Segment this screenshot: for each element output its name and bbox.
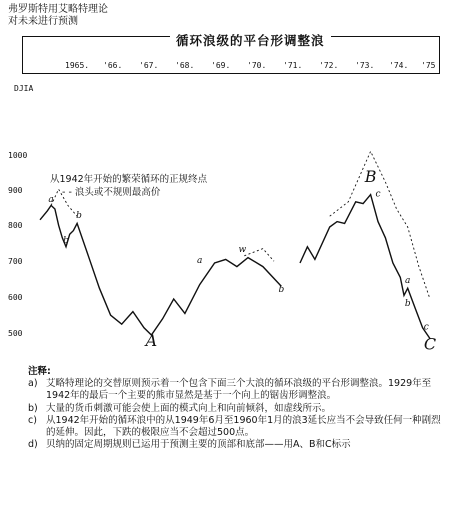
wave-label: b [76,211,82,221]
chart-title: 循环浪级的平台形调整浪 [170,31,331,49]
note-item [28,415,448,439]
year-label: '74. [389,61,409,70]
note-text: 艾略特理论的交替原则预示着一个包含下面三个大浪的循环浪级的平台形调整浪。1929年至1942年的最后一个主要的熊市显然是基于一个向上的锯齿形调整浪。 [46,378,432,402]
year-label: '66. [103,61,123,70]
y-tick-label: 900 [8,186,23,195]
header-line-2: 对未来进行预测 [8,16,78,27]
y-axis-label: DJIA [14,84,34,93]
wave-label: b [63,236,69,247]
year-label: '67. [139,61,159,70]
year-label: '69. [211,61,231,70]
annotation-line-1: 从1942年开始的繁荣循环的正规终点 [50,174,208,185]
year-label: '71. [283,61,303,70]
note-text: 从1942年开始的循环浪中的从1949年6月至1960年1月的浪3延长应当不会导致任何一种剧烈的延伸。因此，下跌的极限应当不会超过500点。 [46,414,441,439]
dow-line [300,195,430,339]
note-item [28,403,448,415]
note-label: a) [28,378,38,390]
note-text: 大量的货币刺激可能会使上面的模式向上和向前倾斜，如虚线所示。 [46,402,332,414]
notes-heading: 注释: [28,366,51,377]
wave-label: b [404,299,411,310]
wave-label: A [145,330,158,350]
wave-label: a [197,256,203,266]
year-label: 1965. [65,61,90,70]
year-label: '68. [175,61,195,70]
wave-label: w [238,245,247,256]
note-item [28,439,448,451]
wave-label: a [405,275,411,286]
dashed-projection-line [244,249,274,262]
note-item [28,378,448,402]
notes-block [28,366,448,451]
wave-label: a [48,194,54,205]
annotation-line-2: - - 浪头或不规则最高价 [62,187,161,198]
y-tick-label: 600 [8,293,23,302]
header-line-1: 弗罗斯特用艾略特理论 [8,4,108,15]
y-tick-label: 800 [8,221,23,230]
wave-label: C [423,334,437,354]
wave-label: c [423,322,429,333]
dow-line [40,205,281,335]
y-tick-label: 1000 [8,151,28,160]
wave-label: b [278,284,285,295]
note-label: d) [28,439,38,451]
note-text: 贝纳的固定周期规则已运用于预测主要的顶部和底部——用A、B和C标示 [46,439,351,451]
year-label: '75 [421,61,436,70]
year-label: '70. [247,61,267,70]
y-tick-label: 700 [8,257,23,266]
year-label: '73. [355,61,375,70]
note-label: b) [28,402,38,414]
wave-label: B [364,167,377,186]
note-label: c) [28,414,37,426]
year-label: '72. [319,61,339,70]
wave-label: c [375,189,381,200]
y-tick-label: 500 [8,329,23,338]
